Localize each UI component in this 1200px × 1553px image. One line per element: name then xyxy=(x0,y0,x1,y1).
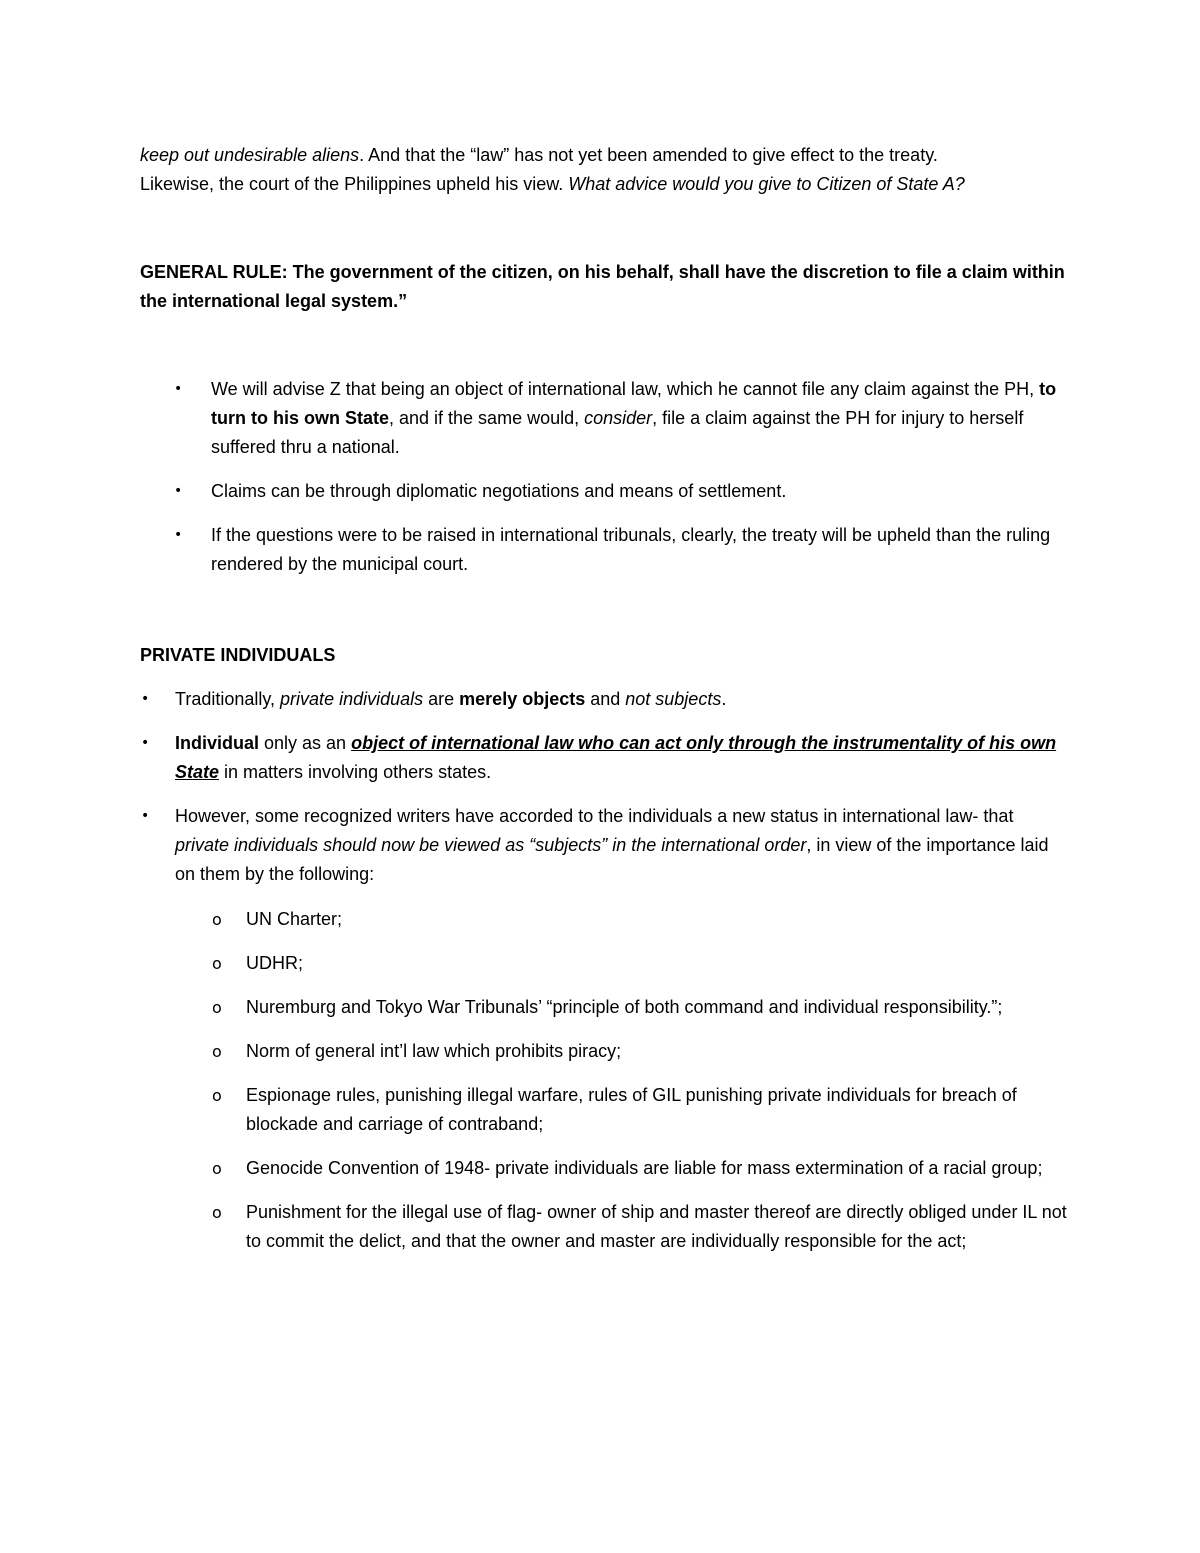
sub-list-item xyxy=(140,1081,1070,1139)
sub-list-item-text: UDHR; xyxy=(246,953,303,973)
list-item-text: Claims can be through diplomatic negotiations and means of settlement. xyxy=(211,481,787,501)
list-item xyxy=(140,685,1070,714)
sub-list-item-text: Espionage rules, punishing illegal warfare, rules of GIL punishing private individuals for breach of blockade and carriage of contraband; xyxy=(246,1085,1017,1134)
sub-list-item xyxy=(140,905,1070,934)
general-rule-paragraph: GENERAL RULE: The government of the citizen, on his behalf, shall have the discretion to file a claim within the international legal system.” xyxy=(140,262,1065,311)
intro-line1-text: . And that the “law” has not yet been amended to give effect to the treaty. xyxy=(359,145,938,165)
sub-list-item-text: Punishment for the illegal use of flag- owner of ship and master thereof are directly obliged under IL not to commit the delict, and that the owner and master are individually responsible for the act; xyxy=(246,1202,1067,1251)
list-item-italic: not subjects xyxy=(625,689,722,709)
sub-list-item-text: UN Charter; xyxy=(246,909,343,929)
bullet-icon: • xyxy=(174,381,183,397)
circle-bullet-icon: o xyxy=(212,998,222,1017)
list-item xyxy=(140,802,1070,889)
sub-list-item xyxy=(140,949,1070,978)
section-heading: PRIVATE INDIVIDUALS xyxy=(140,645,336,665)
sub-list-item xyxy=(140,993,1070,1022)
sub-list-item-text: Genocide Convention of 1948- private individuals are liable for mass extermination of a racial group; xyxy=(246,1158,1043,1178)
list-item xyxy=(140,375,1070,462)
intro-italic-phrase: keep out undesirable aliens xyxy=(140,145,360,165)
list-item-text: , in view of the importance laid on them by the following: xyxy=(175,835,1049,884)
intro-question: What advice would you give to Citizen of State A? xyxy=(568,174,965,194)
list-item xyxy=(140,521,1070,579)
list-item-text: only as an xyxy=(259,733,352,753)
list-item-text: If the questions were to be raised in international tribunals, clearly, the treaty will be upheld than the ruling rendered by the municipal court. xyxy=(211,525,1051,574)
circle-bullet-icon: o xyxy=(212,1203,222,1222)
list-item-text: , and if the same would, xyxy=(389,408,585,428)
intro-paragraph xyxy=(140,141,1070,199)
list-item-italic: private individuals should now be viewed as “subjects” in the international order xyxy=(175,835,807,855)
sub-list xyxy=(140,905,1070,1271)
sub-list-item xyxy=(140,1037,1070,1066)
advice-list xyxy=(140,375,1070,594)
list-item xyxy=(140,729,1070,787)
list-item-underlined: object of international law who can act only through the instrumentality of his own State xyxy=(175,733,1057,782)
list-item xyxy=(140,477,1070,506)
list-item-text: However, some recognized writers have accorded to the individuals a new status in international law- that xyxy=(175,806,1014,826)
sub-list-item xyxy=(140,1198,1070,1256)
list-item-text: Traditionally, xyxy=(175,689,281,709)
list-item-text: in matters involving others states. xyxy=(219,762,492,782)
bullet-icon: • xyxy=(141,808,150,824)
list-item-text: We will advise Z that being an object of international law, which he cannot file any claim against the PH, xyxy=(211,379,1040,399)
list-item-text: are xyxy=(423,689,460,709)
circle-bullet-icon: o xyxy=(212,910,222,929)
circle-bullet-icon: o xyxy=(212,1042,222,1061)
list-item-text: . xyxy=(721,689,727,709)
sub-list-item-text: Norm of general int’l law which prohibits piracy; xyxy=(246,1041,622,1061)
bullet-icon: • xyxy=(141,735,150,751)
list-item-bold: Individual xyxy=(175,733,260,753)
sub-list-item-text: Nuremburg and Tokyo War Tribunals’ “principle of both command and individual responsibility.”; xyxy=(246,997,1003,1017)
circle-bullet-icon: o xyxy=(212,1159,222,1178)
list-item-text: and xyxy=(585,689,626,709)
list-item-bold: to turn to his own State xyxy=(211,379,1057,428)
circle-bullet-icon: o xyxy=(212,954,222,973)
list-item-bold: merely objects xyxy=(459,689,586,709)
sub-list-item xyxy=(140,1154,1070,1183)
bullet-icon: • xyxy=(174,483,183,499)
private-individuals-list xyxy=(140,685,1070,904)
list-item-italic: consider xyxy=(584,408,653,428)
list-item-text: , file a claim against the PH for injury to herself suffered thru a national. xyxy=(211,408,1024,457)
intro-line2-text: Likewise, the court of the Philippines upheld his view. xyxy=(140,174,569,194)
circle-bullet-icon: o xyxy=(212,1086,222,1105)
list-item-italic: private individuals xyxy=(280,689,424,709)
bullet-icon: • xyxy=(141,691,150,707)
bullet-icon: • xyxy=(174,527,183,543)
